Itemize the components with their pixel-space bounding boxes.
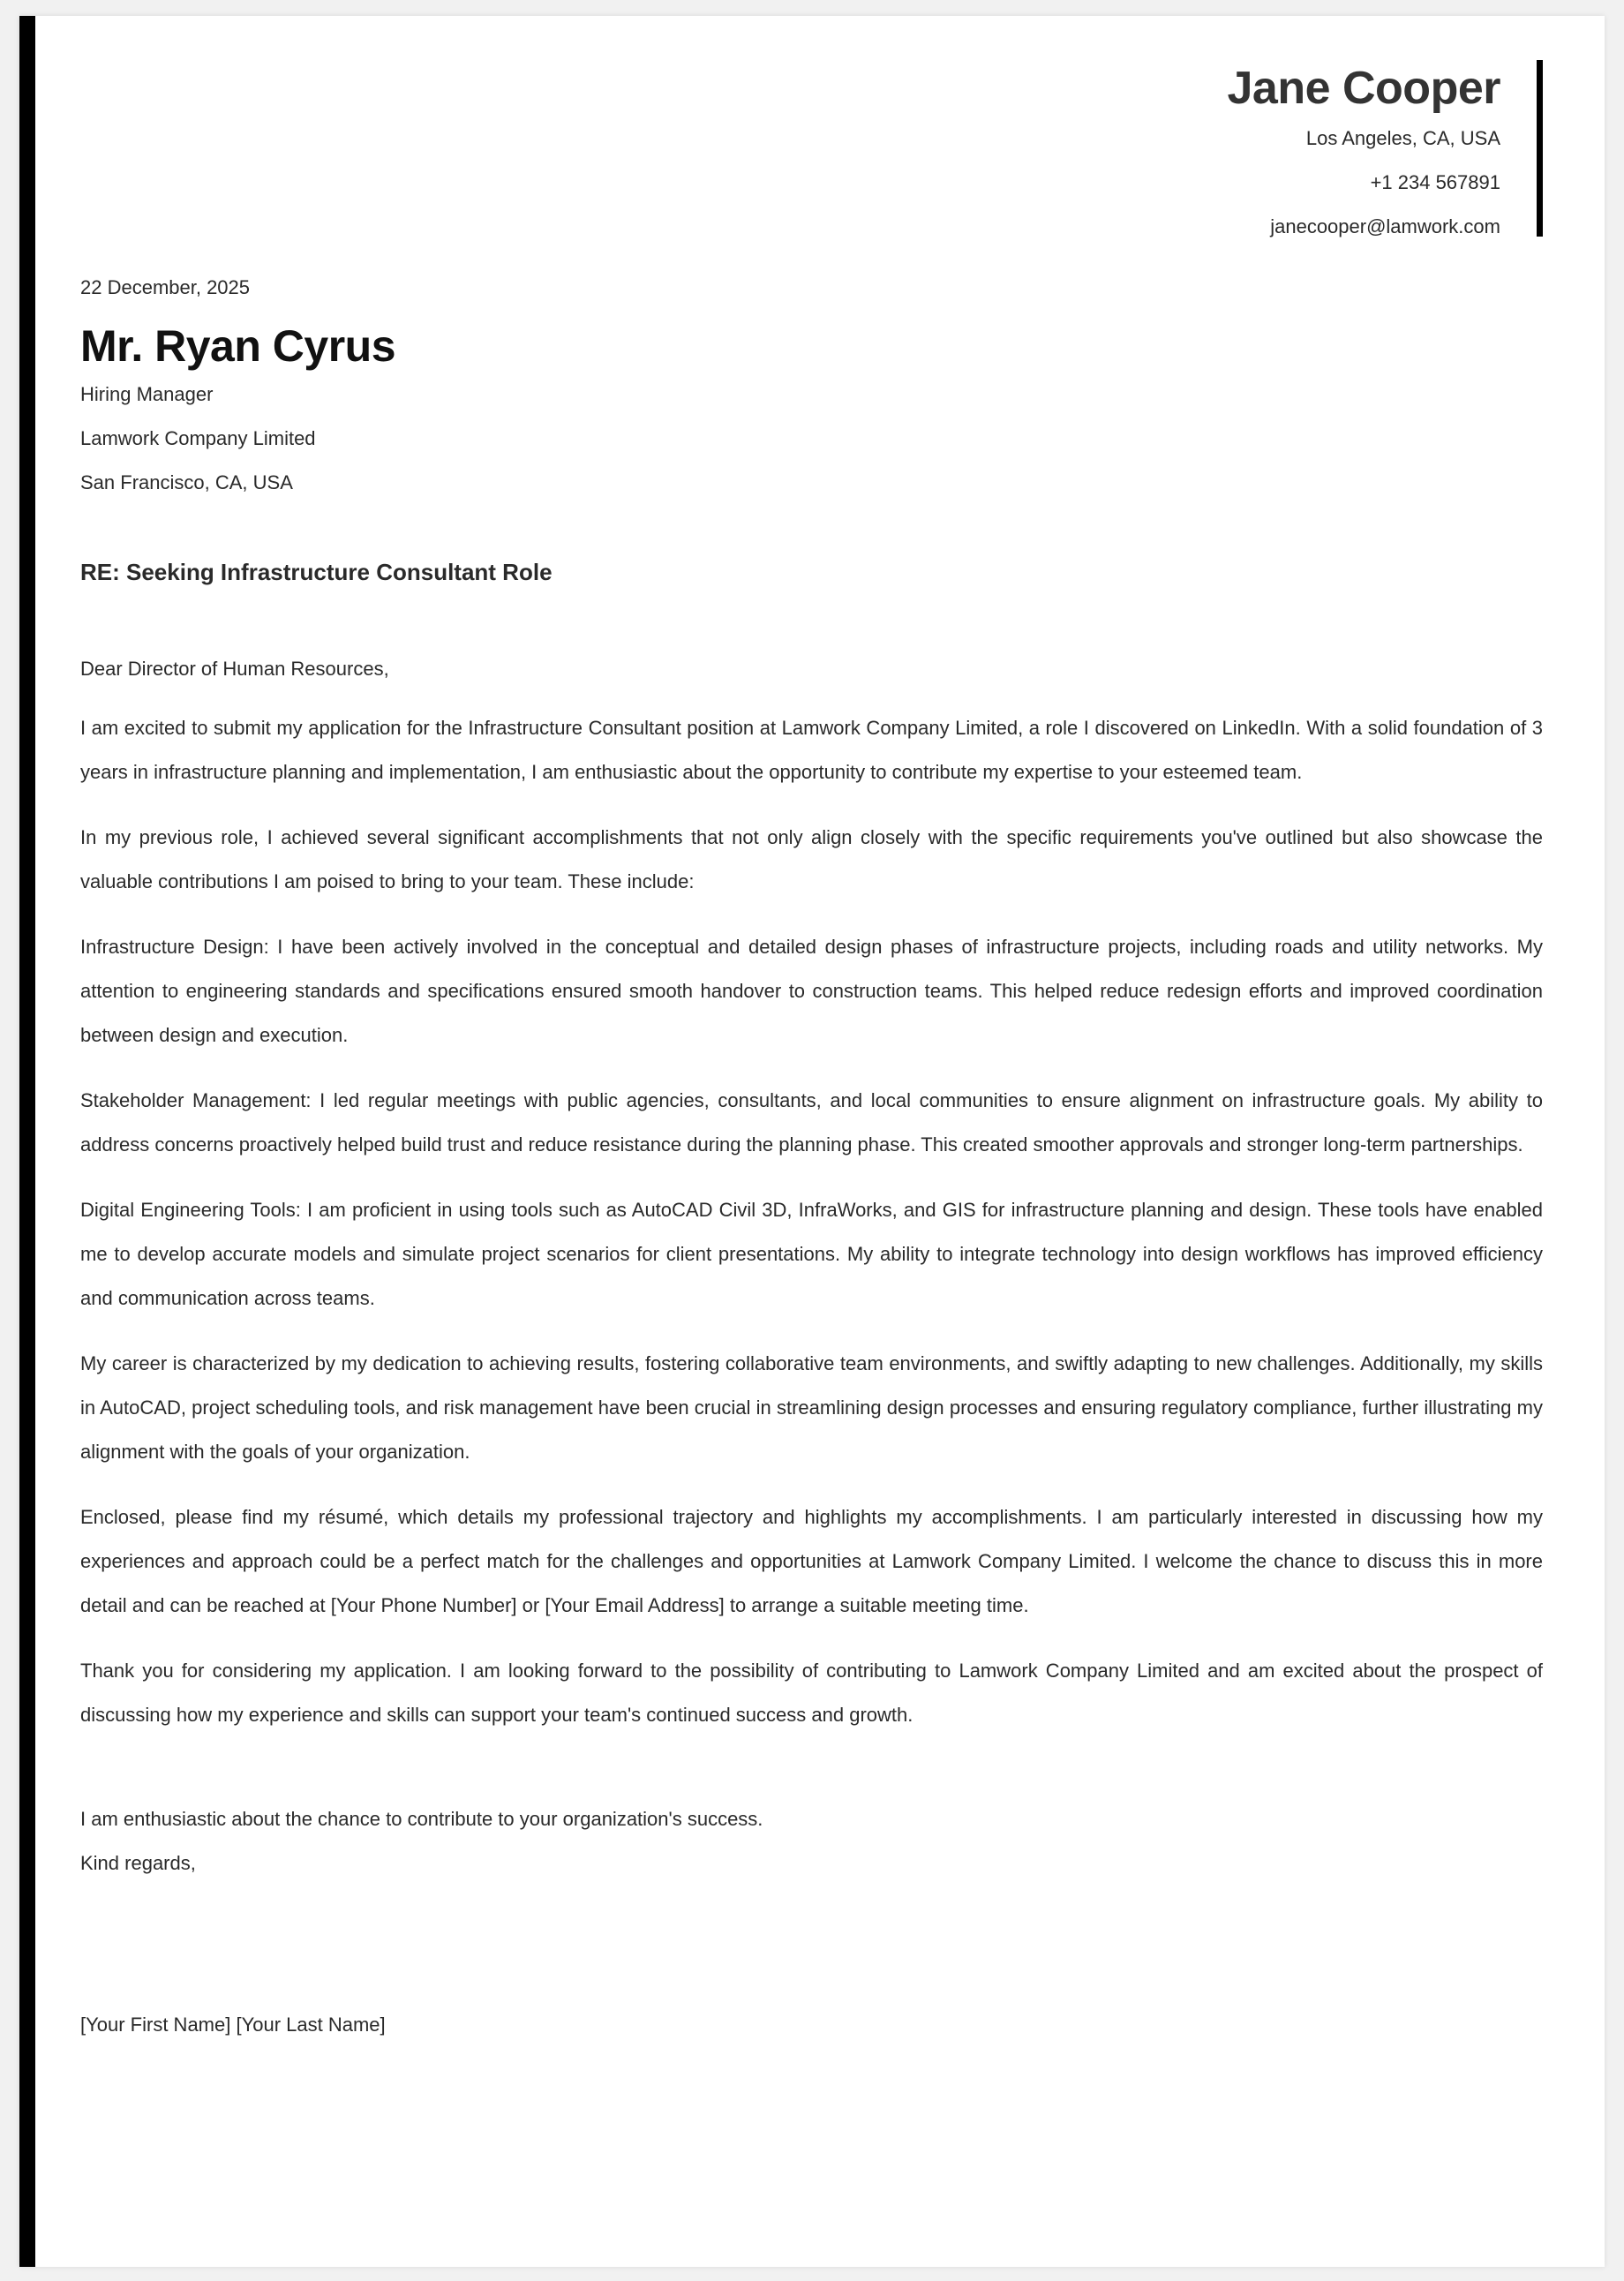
sign-off: Kind regards, [80, 1852, 196, 1874]
recipient-title: Hiring Manager [80, 383, 214, 405]
recipient-location: San Francisco, CA, USA [80, 471, 293, 493]
body-paragraph: Thank you for considering my application. I am looking forward to the possibility of contributing to Lamwork Company Limited and am excited about the prospect of discussing how my experience and skills can support your team's continued success and growth. [80, 1660, 1543, 1726]
body-paragraph: Stakeholder Management: I led regular meetings with public agencies, consultants, and local communities to ensure alignment on infrastructure goals. My ability to address concerns proactively helped build trust and reduce resistance during the planning phase. This created smoother approvals and stronger long-term partnerships. [80, 1089, 1543, 1156]
sender-location: Los Angeles, CA, USA [1305, 127, 1500, 149]
body-paragraph: My career is characterized by my dedication to achieving results, fostering collaborative team environments, and swiftly adapting to new challenges. Additionally, my skills in AutoCAD, project scheduling tools, and risk management have been crucial in streamlining design processes and ensuring regulatory compliance, further illustrating my alignment with the goals of your organization. [80, 1352, 1543, 1463]
body-paragraph: I am excited to submit my application for the Infrastructure Consultant position at Lamwork Company Limited, a role I discovered on LinkedIn. With a solid foundation of 3 years in infrastructure planning and implementation, I am enthusiastic about the opportunity to contribute my expertise to your esteemed team. [80, 717, 1543, 783]
body-paragraph: Infrastructure Design: I have been actively involved in the conceptual and detailed design phases of infrastructure projects, including roads and utility networks. My attention to engineering standards and specifications ensured smooth handover to construction teams. This helped reduce redesign efforts and improved coordination between design and execution. [80, 936, 1543, 1046]
sender-phone: +1 234 567891 [1370, 171, 1500, 193]
closing-statement: I am enthusiastic about the chance to contribute to your organization's success. [80, 1808, 763, 1830]
sender-block [1228, 60, 1500, 249]
salutation: Dear Director of Human Resources, [80, 658, 389, 680]
letter-page [19, 16, 1605, 2267]
recipient-name: Mr. Ryan Cyrus [80, 321, 396, 371]
letter-subject: RE: Seeking Infrastructure Consultant Role [80, 559, 553, 585]
sender-email: janecooper@lamwork.com [1270, 215, 1500, 237]
body-paragraph: Enclosed, please find my résumé, which details my professional trajectory and highlights my accomplishments. I am particularly interested in discussing how my experiences and approach could be a perfect match for the challenges and opportunities at Lamwork Company Limited. I welcome the chance to discuss this in more detail and can be reached at [Your Phone Number] or [Your Email Address] to arrange a suitable meeting time. [80, 1506, 1543, 1616]
recipient-company: Lamwork Company Limited [80, 427, 316, 449]
signature-name: [Your First Name] [Your Last Name] [80, 2014, 386, 2036]
letter-date: 22 December, 2025 [80, 276, 251, 298]
closing-block [80, 1797, 1543, 1886]
left-accent-bar [19, 16, 35, 2267]
body-paragraph: Digital Engineering Tools: I am proficient in using tools such as AutoCAD Civil 3D, InfraWorks, and GIS for infrastructure planning and design. These tools have enabled me to develop accurate models and simulate project scenarios for client presentations. My ability to integrate technology into design workflows has improved efficiency and communication across teams. [80, 1199, 1543, 1309]
sender-accent-bar [1537, 60, 1543, 237]
sender-name: Jane Cooper [1227, 63, 1500, 114]
body-paragraph: In my previous role, I achieved several significant accomplishments that not only align closely with the specific requirements you've outlined but also showcase the valuable contributions I am poised to bring to your team. These include: [80, 826, 1543, 892]
letter-body [80, 272, 1543, 2041]
